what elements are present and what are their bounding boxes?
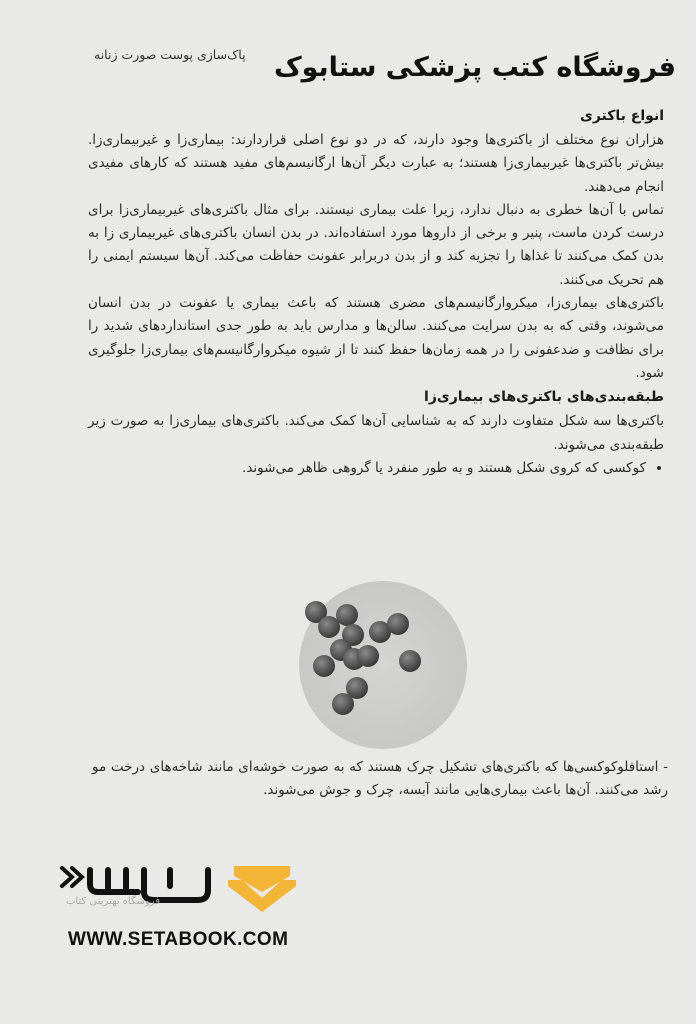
page-header-subtitle: پاک‌سازی پوست صورت زنانه — [94, 47, 246, 62]
setabook-logo — [58, 856, 298, 916]
paragraph: تماس با آن‌ها خطری به دنبال ندارد، زیرا علت بیماری نیستند. برای مثال باکتری‌های غیربیماری‌زا برای درست کردن ماست، پنیر و برخی از داروها مورد استفاده‌اند. در بدن انسان باکتری‌های غیربیماری زا به بدن کمک می‌کنند تا غذاها را تجزیه کند و از بدن دربرابر عفونت حفاظت می‌کند. آن‌ها سیستم ایمنی را هم تحریک می‌کنند. — [88, 201, 664, 288]
paragraph: - استافلوکوکسی‌ها که باکتری‌های تشکیل چرک هستند که به صورت خوشه‌ای مانند شاخه‌های درخت مو رشد می‌کنند. آن‌ها باعث بیماری‌هایی مانند آبسه، چرک و جوش می‌شوند. — [92, 759, 668, 799]
paragraph: باکتری‌ها سه شکل متفاوت دارند که به شناسایی آن‌ها کمک می‌کند. باکتری‌های بیماری‌زا به صورت زیر طبقه‌بندی می‌شوند. — [88, 413, 664, 453]
section-heading-classification: طبقه‌بندی‌های باکتری‌های بیماری‌زا — [424, 389, 664, 406]
page-header-title: فروشگاه کتب پزشکی ستابوک — [273, 52, 676, 83]
website-url[interactable]: WWW.SETABOOK.COM — [68, 929, 289, 950]
cocci-illustration — [298, 580, 468, 750]
list-item: • کوکسی که کروی شکل هستند و به طور منفرد یا گروهی ظاهر می‌شوند. — [88, 457, 646, 480]
section-heading-bacteria-types: انواع باکتری — [580, 108, 664, 124]
continued-text — [92, 756, 668, 803]
main-text — [88, 104, 664, 480]
paragraph: هزاران نوع مختلف از باکتری‌ها وجود دارند، که در دو نوع اصلی قراردارند: بیماری‌زا و غیربیماری‌زا. بیش‌تر باکتری‌ها غیربیماری‌زا هستند؛ به عبارت دیگر آن‌ها ارگانیسم‌های مفید هستند که کارهای مفیدی انجام می‌دهند. — [88, 132, 664, 195]
bullet-list — [88, 457, 664, 480]
paragraph: باکتری‌های بیماری‌زا، میکروارگانیسم‌های مضری هستند که باعث بیماری یا عفونت در بدن انسان می‌شوند، وقتی که به بدن سرایت می‌کنند. سالن‌ها و مدارس باید به طور جدی استانداردهای شدید را برای نظافت و ضدعفونی را در همه زمان‌ها حفظ کنند تا از شیوه میکروارگانیسم‌های بیماری‌زا جلوگیری شود. — [88, 295, 664, 381]
logo-tagline: فروشگاه بهترینی کتاب — [66, 896, 160, 907]
